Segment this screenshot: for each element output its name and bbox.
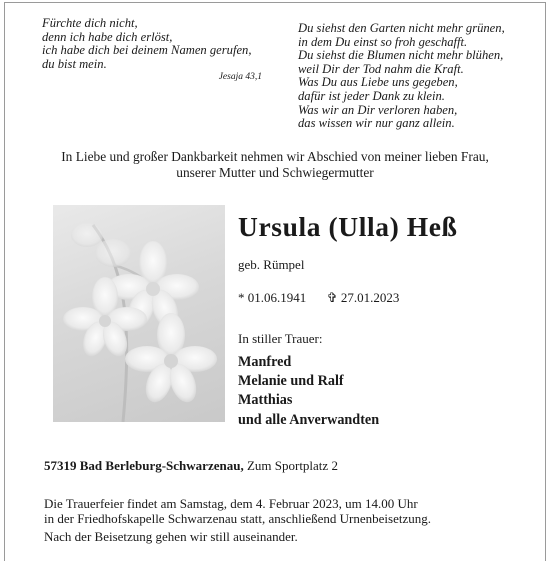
poem-line: Was Du aus Liebe uns gegeben,	[298, 75, 458, 90]
quote-line: ich habe dich bei deinem Namen gerufen,	[42, 43, 252, 58]
family-member: Manfred	[238, 354, 292, 370]
after-burial-text: Nach der Beisetzung gehen wir still auseinander.	[44, 529, 298, 544]
poem-line: Du siehst die Blumen nicht mehr blühen,	[298, 48, 504, 63]
poem-line: Du siehst den Garten nicht mehr grünen,	[298, 21, 505, 35]
quote-line: denn ich habe dich erlöst,	[42, 29, 173, 44]
quote-line: Fürchte dich nicht,	[42, 16, 138, 30]
quote-line: du bist mein.	[42, 56, 107, 71]
funeral-info	[44, 496, 534, 526]
poem-line: Was wir an Dir verloren haben,	[298, 102, 458, 117]
mourning-label: In stiller Trauer:	[238, 331, 323, 346]
poem-line: weil Dir der Tod nahm die Kraft.	[298, 61, 464, 76]
poem-line: das wissen wir nur ganz allein.	[298, 116, 455, 131]
deceased-name: Ursula (Ulla) Heß	[238, 211, 458, 242]
funeral-line: in der Friedhofskapelle Schwarzenau statt, anschließend Urnenbeisetzung.	[44, 511, 431, 526]
funeral-line: Die Trauerfeier findet am Samstag, dem 4. Februar 2023, um 14.00 Uhr	[44, 496, 418, 511]
intro-line: In Liebe und großer Dankbarkeit nehmen wir Abschied von meiner lieben Frau,	[61, 149, 489, 164]
address-street: Zum Sportplatz 2	[246, 458, 338, 473]
intro-line: unserer Mutter und Schwiegermutter	[176, 165, 374, 181]
address	[44, 458, 338, 474]
quote-reference: Jesaja 43,1	[218, 72, 262, 83]
poem-line: dafür ist jeder Dank zu klein.	[298, 88, 445, 103]
address-place: 57319 Bad Berleburg-Schwarzenau,	[44, 458, 244, 473]
family-member: Melanie und Ralf	[238, 373, 344, 390]
poem	[298, 22, 538, 131]
life-dates	[238, 290, 399, 306]
family-member: Matthias	[238, 392, 293, 409]
birth-date: * 01.06.1941	[238, 290, 307, 305]
bible-quote	[42, 17, 282, 83]
birth-name: geb. Rümpel	[238, 257, 305, 272]
family-list	[238, 353, 379, 430]
orchid-illustration	[53, 205, 225, 422]
poem-line: in dem Du einst so froh geschafft.	[298, 34, 468, 49]
intro-text	[10, 149, 540, 182]
orchid-photo	[53, 205, 225, 422]
cross-icon: ✞	[326, 290, 338, 305]
family-member: und alle Anverwandten	[238, 411, 380, 428]
death-date: 27.01.2023	[340, 290, 400, 305]
